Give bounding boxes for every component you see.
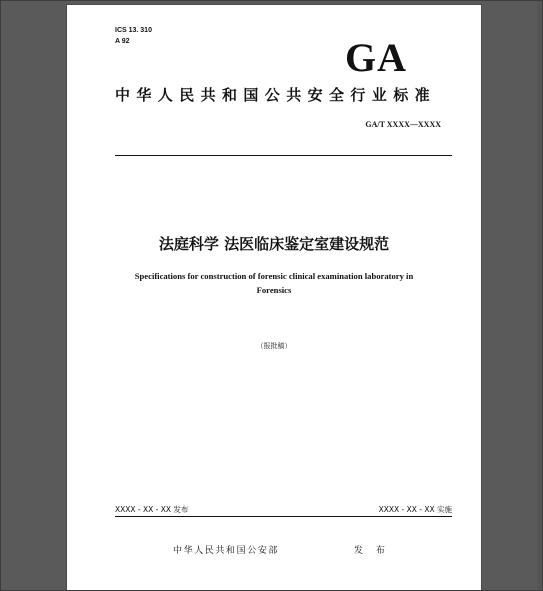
footer-divider — [115, 516, 452, 517]
scrollbar-track[interactable] — [537, 0, 543, 591]
implementation-date: XXXX - XX - XX 实施 — [378, 505, 452, 514]
ics-code: ICS 13. 310 — [115, 27, 152, 34]
release-date: XXXX - XX - XX 发布 — [115, 505, 189, 514]
issue-action-label: 发 布 — [354, 546, 390, 556]
standard-category-title: 中华人民共和国公共安全行业标准 — [115, 86, 437, 104]
document-page — [67, 5, 481, 591]
ga-logo: GA — [345, 35, 407, 80]
standard-number: GA/T XXXX—XXXX — [365, 120, 441, 129]
issuing-authority: 中华人民共和国公安部 — [173, 546, 280, 556]
class-code: A 92 — [115, 38, 130, 45]
document-title-chinese: 法庭科学 法医临床鉴定室建设规范 — [158, 235, 390, 253]
header-divider — [115, 155, 452, 156]
classification-codes — [115, 25, 152, 47]
draft-status-label: （报批稿） — [256, 342, 292, 350]
document-title-english: Specifications for construction of forensic clinical examination laboratory in Forensics — [134, 271, 414, 295]
